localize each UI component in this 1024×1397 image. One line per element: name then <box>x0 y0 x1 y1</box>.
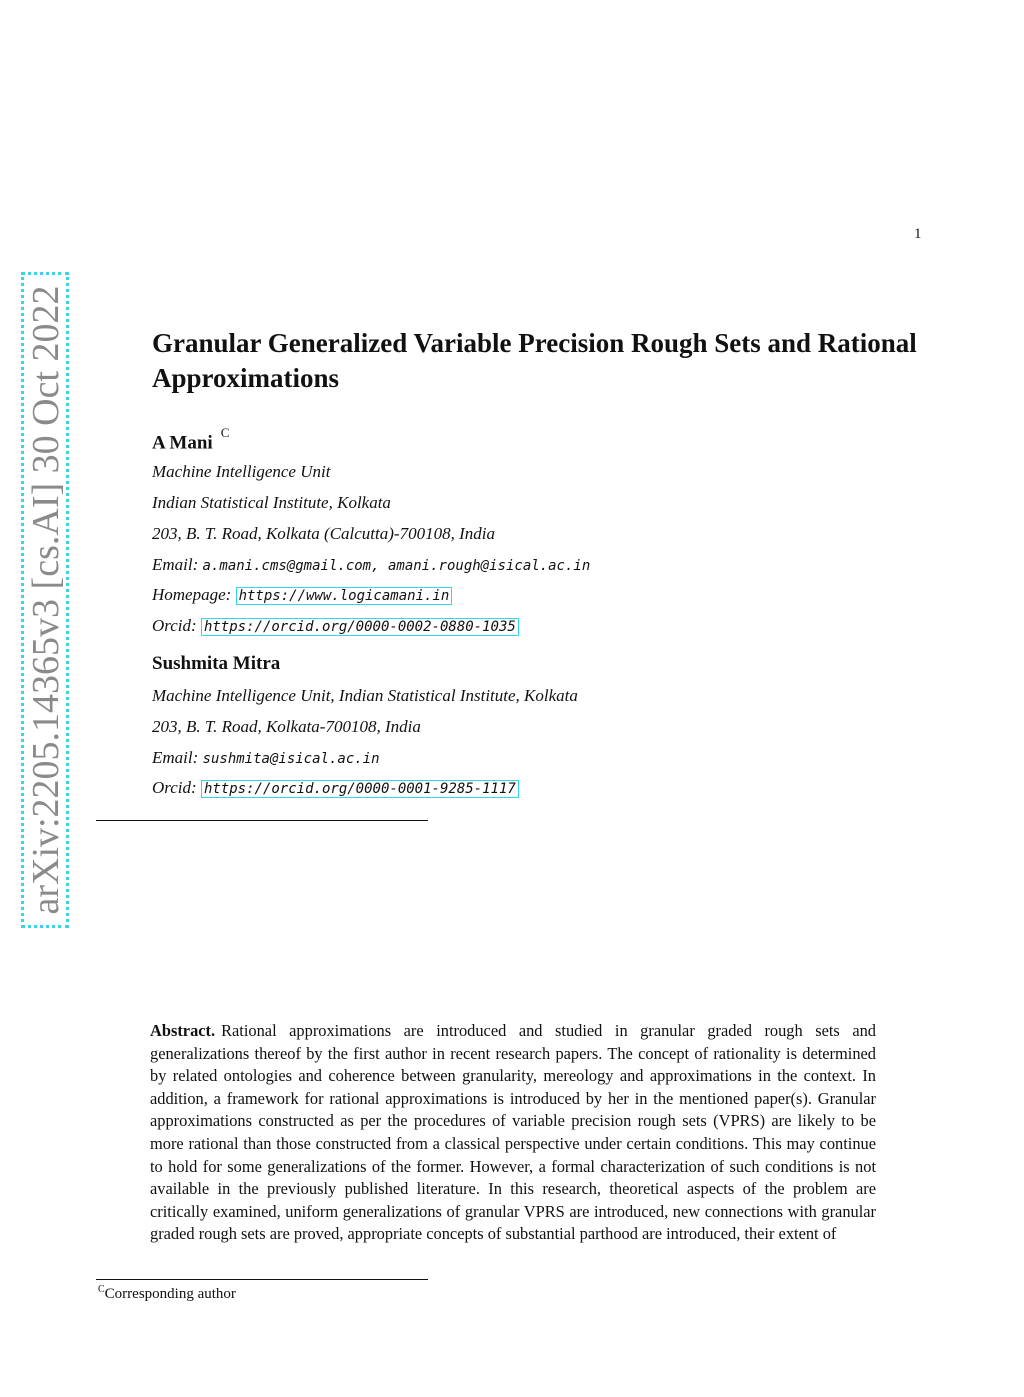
abstract-text: Rational approximations are introduced and studied in granular graded rough sets and generalizations thereof by the first author in recent research papers. The concept of rationality is determined by related ontologies and coherence between granularity, mereology and approximations in the context. In addition, a framework for rational approximations is introduced by her in the mentioned paper(s). Granular approximations constructed as per the procedures of variable precision rough sets (VPRS) are likely to be more rational than those constructed from a classical perspective under certain conditions. This may continue to hold for some generalizations of the former. However, a formal characterization of such conditions is not available in the previously published literature. In this research, theoretical aspects of the problem are critically examined, uniform generalizations of granular VPRS are introduced, new connections with granular graded rough sets are proved, appropriate concepts of substantial parthood are introduced, their extent of <box>150 1021 876 1244</box>
email-address[interactable]: sushmita@isical.ac.in <box>202 751 380 767</box>
author-name-text: Sushmita Mitra <box>152 653 281 674</box>
homepage-label: Homepage: <box>152 585 232 604</box>
arxiv-stamp-text[interactable]: arXiv:2205.14365v3 [cs.AI] 30 Oct 2022 <box>25 285 67 915</box>
affiliation-line: Machine Intelligence Unit, Indian Statistical Institute, Kolkata <box>152 686 578 705</box>
homepage-link[interactable]: https://www.logicamani.in <box>236 587 453 605</box>
footnote-mark: C <box>98 1284 105 1295</box>
footnote-text: Corresponding author <box>104 1286 236 1302</box>
affiliation-line: 203, B. T. Road, Kolkata (Calcutta)-700108, India <box>152 524 495 543</box>
page-number: 1 <box>914 226 922 242</box>
orcid-line <box>152 778 519 798</box>
paper-title: Granular Generalized Variable Precision Rough Sets and Rational Approximations <box>152 328 917 393</box>
affiliation-line: Machine Intelligence Unit <box>152 462 331 481</box>
email-label: Email: <box>152 555 199 574</box>
footnote-divider <box>96 1279 428 1280</box>
email-label: Email: <box>152 748 199 767</box>
author-name <box>152 653 280 675</box>
orcid-label: Orcid: <box>152 778 197 797</box>
orcid-link[interactable]: https://orcid.org/0000-0002-0880-1035 <box>201 618 519 636</box>
footnote <box>98 1284 236 1303</box>
email-address[interactable]: a.mani.cms@gmail.com, amani.rough@isical.ac.in <box>202 558 591 574</box>
orcid-line <box>152 616 519 636</box>
email-line <box>152 555 590 575</box>
abstract <box>150 1020 876 1246</box>
homepage-line <box>152 585 452 605</box>
orcid-label: Orcid: <box>152 616 197 635</box>
email-line <box>152 748 380 768</box>
arxiv-stamp <box>23 272 69 928</box>
author-divider <box>96 820 428 821</box>
affiliation-line: Indian Statistical Institute, Kolkata <box>152 493 391 512</box>
author-name-text: A Mani <box>152 432 213 454</box>
abstract-label: Abstract. <box>150 1021 216 1040</box>
corresponding-mark: C <box>220 425 230 440</box>
author-name <box>152 425 230 454</box>
affiliation-line: 203, B. T. Road, Kolkata-700108, India <box>152 717 421 736</box>
orcid-link[interactable]: https://orcid.org/0000-0001-9285-1117 <box>201 780 519 798</box>
